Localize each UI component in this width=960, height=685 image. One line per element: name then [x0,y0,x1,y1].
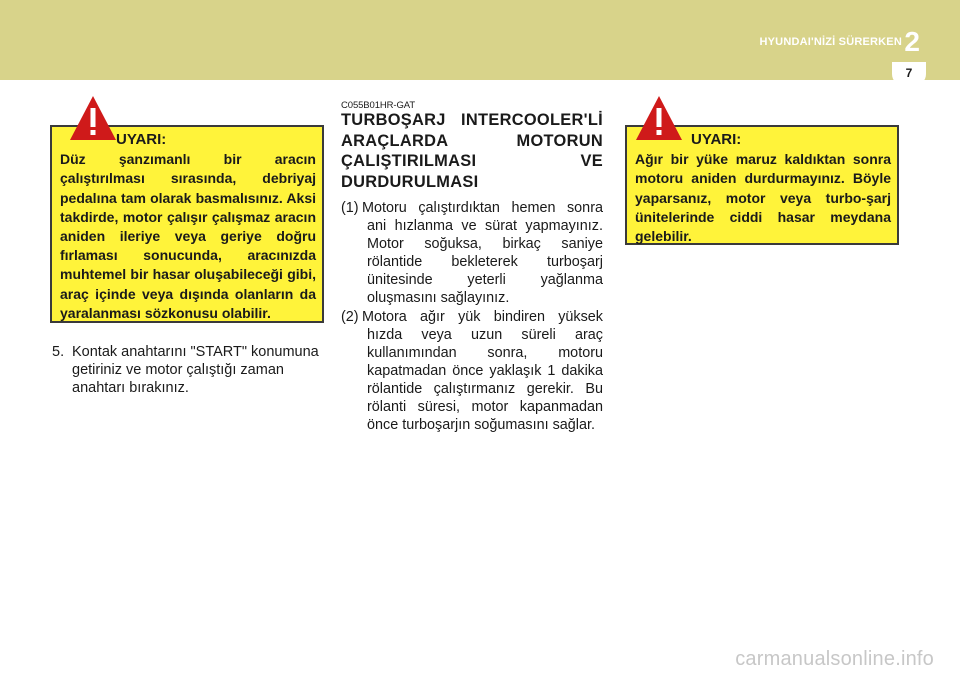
list-item [341,199,603,308]
step-text: Kontak anahtarını "START" konumuna getiriniz ve motor çalıştığı zaman anahtarı bırakınız. [72,344,319,397]
warning-triangle-icon [68,93,118,143]
chapter-number: 2 [904,26,920,57]
chapter-title: HYUNDAI'NİZİ SÜRERKEN [759,36,902,48]
page-number: 7 [905,66,913,80]
section-title: TURBOŞARJ INTERCOOLER'Lİ ARAÇLARDA MOTORUN ÇALIŞTIRILMASI VE DURDURULMASI [341,111,603,191]
page-tab [892,62,926,86]
list-item-number: (2) [341,308,359,325]
watermark: carmanualsonline.info [735,648,934,670]
section-code: C055B01HR-GAT [341,100,416,111]
list-item-text: Motoru çalıştırdıktan hemen sonra ani hızlanma ve sürat yapmayınız. Motor soğuksa, birkaç saniye rölantide bekleterek turboşarj ünitesinde yeterli yağlanma oluşmasını sağlayınız. [362,200,603,307]
instruction-list [341,199,603,434]
step-number: 5. [52,344,65,360]
list-item-number: (1) [341,200,359,216]
warning-title: UYARI: [116,131,167,148]
warning-box-left [50,125,324,323]
step-5 [52,343,324,398]
warning-title: UYARI: [691,131,742,148]
warning-text: Düz şanzımanlı bir aracın çalıştırılması sırasında, debriyaj pedalına tam olarak basmalısınız. Aksi takdirde, motor çalışır çalışmaz aracın aniden ileriye veya geriye doğru fırlaması sonucunda, aracınızda muhtemel bir hasar oluşabileceği gibi, araç içinde veya dışında olanların da yaralanması sözkonusu olabilir. [60,151,316,321]
warning-text: Ağır bir yüke maruz kaldıktan sonra motoru aniden durdurmayınız. Böyle yaparsanız, motor veya turbo-şarj ünitelerinde ciddi hasar meydana gelebilir. [635,151,891,245]
list-item-text: Motora ağır yük bindiren yüksek hızda veya uzun süreli araç kullanımından sonra, motoru kapatmadan önce yaklaşık 1 dakika rölantide çalıştırmanız gerekir. Bu rölanti süresi, motor kapanmadan önce turboşarjın soğumasını sağlar. [362,308,603,434]
warning-triangle-icon [634,93,684,143]
warning-box-right [625,125,899,245]
list-item [341,308,603,435]
